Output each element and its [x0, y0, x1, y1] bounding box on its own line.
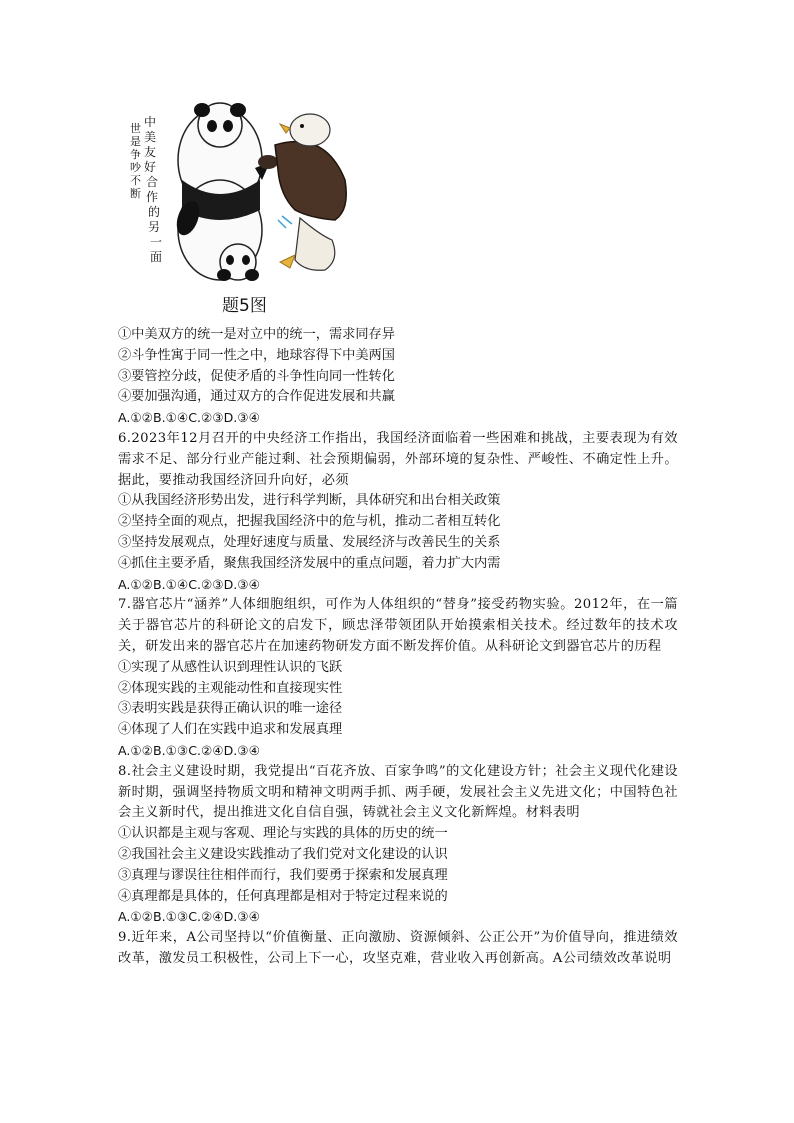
q7-option-1: ①实现了从感性认识到理性认识的飞跃: [118, 659, 343, 675]
q8-stem: 8.社会主义建设时期，我党提出“百花齐放、百家争鸣”的文化建设方针；社会主义现代化建设新时期，强调坚持物质文明和精神文明两手抓、两手硬，发展社会主义先进文化；中国特色社会主义新时代，提出推进文化自信自强，铸就社会主义文化新辉煌。材料表明: [118, 763, 678, 821]
question-6: [118, 429, 678, 595]
svg-text:争: 争: [130, 148, 141, 161]
q7-answer-choices: A.①②B.①③C.②④D.③④: [118, 742, 260, 758]
q9-stem: 9.近年来，A公司坚持以“价值衡量、正向激励、资源倾斜、公正公开”为价值导向，推进绩效改革，激发员工积极性，公司上下一心，攻坚克难，营业收入再创新高。A公司绩效改革说明: [118, 930, 678, 966]
question-8: [118, 762, 678, 928]
svg-text:好: 好: [144, 160, 157, 174]
question-content: [118, 325, 678, 970]
svg-text:面: 面: [150, 250, 163, 264]
q8-option-2: ②我国社会主义建设实践推动了我们党对文化建设的认识: [118, 846, 448, 862]
svg-text:友: 友: [144, 145, 157, 159]
q6-stem: 6.2023年12月召开的中央经济工作指出，我国经济面临着一些困难和挑战，主要表现为有效需求不足、部分行业产能过剩、社会预期偏弱，外部环境的复杂性、严峻性、不确定性上升。据此，要推动我国经济回升向好，必须: [118, 430, 678, 488]
q5-option-4: ④要加强沟通，通过双方的合作促进发展和共赢: [118, 389, 395, 405]
q5-answer-choices: A.①②B.①④C.②③D.③④: [118, 410, 260, 426]
svg-text:合: 合: [146, 175, 159, 189]
q7-option-4: ④体现了人们在实践中追求和发展真理: [118, 722, 343, 738]
q6-option-3: ③坚持发展观点，处理好速度与质量、发展经济与改善民生的关系: [118, 534, 501, 550]
svg-text:不: 不: [130, 174, 141, 187]
q6-option-4: ④抓住主要矛盾，聚焦我国经济发展中的重点问题，着力扩大内需: [118, 555, 501, 571]
cartoon-figure: [120, 100, 360, 290]
q6-answer-choices: A.①②B.①④C.②③D.③④: [118, 576, 260, 592]
q7-option-3: ③表明实践是获得正确认识的唯一途径: [118, 701, 343, 717]
q8-answer-choices: A.①②B.①③C.②④D.③④: [118, 909, 260, 925]
q6-option-1: ①从我国经济形势出发，进行科学判断，具体研究和出台相关政策: [118, 493, 501, 509]
svg-text:中: 中: [144, 115, 157, 129]
q8-option-4: ④真理都是具体的，任何真理都是相对于特定过程来说的: [118, 888, 448, 904]
svg-text:美: 美: [144, 130, 157, 144]
svg-text:另: 另: [148, 220, 161, 234]
q8-option-3: ③真理与谬误往往相伴而行，我们要勇于探索和发展真理: [118, 867, 448, 883]
panda-eagle-handshake-cartoon: [120, 100, 360, 290]
figure-caption: 题5图: [222, 296, 267, 316]
q7-stem: 7.器官芯片“涵养”人体细胞组织，可作为人体组织的“替身”接受药物实验。2012年，在一篇关于器官芯片的科研论文的启发下，顾忠泽带领团队开始摸索相关技术。经过数年的技术攻关，研发出来的器官芯片在加速药物研发方面不断发挥价值。从科研论文到器官芯片的历程: [118, 597, 678, 654]
svg-text:的: 的: [148, 205, 161, 219]
svg-text:断: 断: [130, 187, 141, 200]
q7-option-2: ②体现实践的主观能动性和直接现实性: [118, 680, 343, 696]
q5-option-1: ①中美双方的统一是对立中的统一，需求同存异: [118, 327, 395, 342]
question-5: [118, 325, 678, 429]
question-9: [118, 928, 678, 970]
question-7: [118, 595, 678, 761]
q5-option-3: ③要管控分歧，促使矛盾的斗争性向同一性转化: [118, 368, 395, 384]
svg-text:是: 是: [130, 135, 141, 148]
svg-text:作: 作: [146, 190, 159, 204]
q6-option-2: ②坚持全面的观点，把握我国经济中的危与机，推动二者相互转化: [118, 514, 501, 530]
svg-text:世: 世: [130, 122, 141, 135]
svg-text:一: 一: [150, 235, 163, 249]
svg-text:吵: 吵: [130, 161, 141, 174]
q5-option-2: ②斗争性寓于同一性之中，地球容得下中美两国: [118, 347, 395, 363]
q8-option-1: ①认识都是主观与客观、理论与实践的具体的历史的统一: [118, 826, 448, 842]
